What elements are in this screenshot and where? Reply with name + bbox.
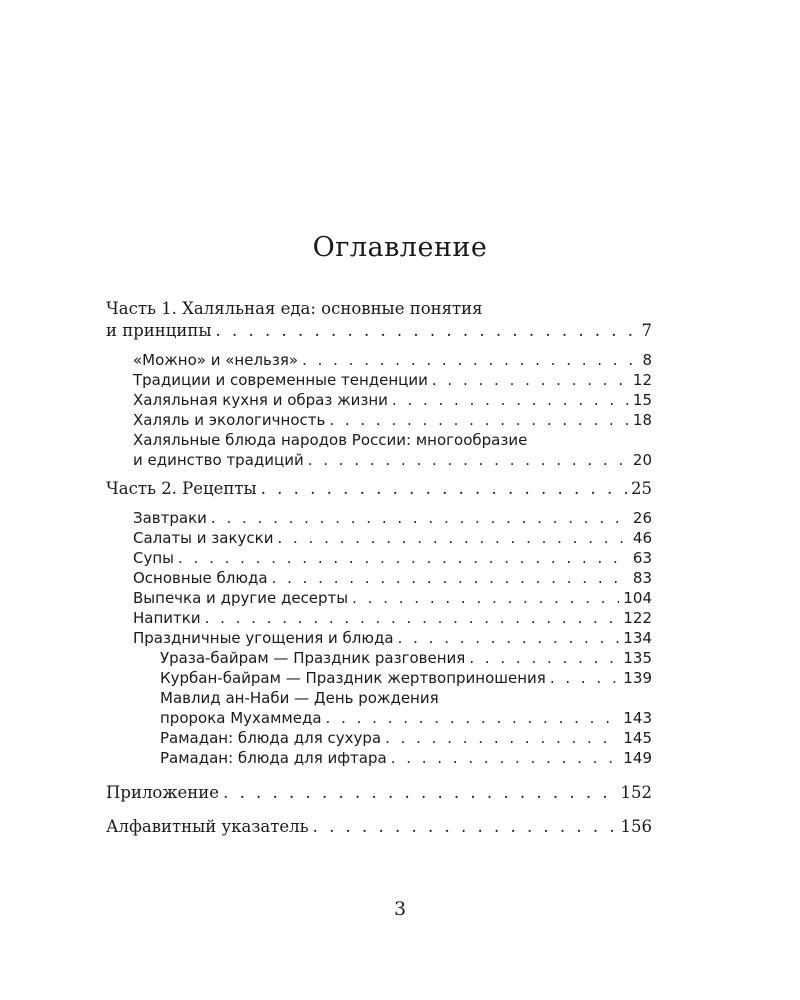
toc-entry[interactable] [106, 350, 652, 370]
toc-page-number: 156 [620, 817, 652, 836]
toc-entry-title: Ураза-байрам — Праздник разговения [160, 649, 466, 667]
toc-part2-title: Часть 2. Рецепты [106, 479, 257, 498]
toc-entry-cont[interactable] [106, 450, 652, 470]
toc-entry-title: Салаты и закуски [133, 529, 274, 547]
toc-subentry[interactable] [106, 668, 652, 688]
toc-entry-title: «Можно» и «нельзя» [133, 351, 299, 369]
page-title: Оглавление [312, 232, 488, 263]
toc-page-number: 18 [632, 411, 652, 429]
toc-page-number: 20 [632, 451, 652, 469]
toc-entry[interactable] [106, 410, 652, 430]
dot-leader [261, 478, 627, 500]
toc-entry[interactable] [106, 370, 652, 390]
dot-leader [211, 508, 629, 528]
toc-entry-title-line1: Мавлид ан-Наби — День рождения [160, 689, 439, 707]
toc-page-number: 83 [632, 569, 652, 587]
toc-page-number: 7 [641, 321, 652, 340]
toc-page-number: 122 [623, 609, 652, 627]
toc-entry-title-line1: Халяльные блюда народов России: многообразие [133, 431, 528, 449]
dot-leader [313, 816, 617, 838]
toc-page-number: 15 [632, 391, 652, 409]
toc-entry[interactable] [106, 568, 652, 588]
toc-part2-heading[interactable] [106, 478, 652, 500]
toc-part1-heading[interactable] [106, 298, 652, 320]
dot-leader [216, 320, 638, 342]
toc-entry-title: Завтраки [133, 509, 207, 527]
toc-page-number: 149 [623, 749, 652, 767]
dot-leader [432, 370, 629, 390]
toc-appendix-title: Приложение [106, 783, 220, 802]
toc-entry[interactable] [106, 548, 652, 568]
dot-leader [277, 528, 628, 548]
toc-entry[interactable] [106, 430, 652, 450]
dot-leader [385, 728, 619, 748]
toc-entry-title: Курбан-байрам — Праздник жертвоприношения [160, 669, 546, 687]
toc-entry-title: Супы [133, 549, 175, 567]
dot-leader [352, 588, 619, 608]
toc-subentry-cont[interactable] [106, 708, 652, 728]
toc-subentry[interactable] [106, 728, 652, 748]
toc-entry-title: Рамадан: блюда для ифтара [160, 749, 387, 767]
toc-entry[interactable] [106, 390, 652, 410]
toc-page-number: 139 [623, 669, 652, 687]
toc-page-number: 12 [632, 371, 652, 389]
dot-leader [302, 350, 638, 370]
dot-leader [550, 668, 620, 688]
toc-part1-title-line2: и принципы [106, 321, 212, 340]
dot-leader [308, 450, 629, 470]
toc-entry-title: Основные блюда [133, 569, 268, 587]
toc-entry[interactable] [106, 608, 652, 628]
dot-leader [392, 390, 629, 410]
toc-entry-title: Праздничные угощения и блюда [133, 629, 394, 647]
toc-index[interactable] [106, 816, 652, 838]
toc-entry-title: Халяль и экологичность [133, 411, 326, 429]
toc-entry-title: Рамадан: блюда для сухура [160, 729, 382, 747]
toc-entry-title-line2: пророка Мухаммеда [160, 709, 322, 727]
toc-page-number: 145 [623, 729, 652, 747]
toc-entry[interactable] [106, 588, 652, 608]
toc-page-number: 135 [623, 649, 652, 667]
dot-leader [391, 748, 620, 768]
dot-leader [469, 648, 619, 668]
page-number: 3 [393, 898, 407, 920]
toc-page-number: 143 [623, 709, 652, 727]
dot-leader [326, 708, 620, 728]
toc-subentry[interactable] [106, 688, 652, 708]
toc-page-number: 26 [632, 509, 652, 527]
toc-entry-title: Напитки [133, 609, 201, 627]
toc-entry[interactable] [106, 628, 652, 648]
toc-page-number: 152 [620, 783, 652, 802]
toc-entry[interactable] [106, 528, 652, 548]
dot-leader [223, 782, 616, 804]
dot-leader [272, 568, 629, 588]
toc-part1-title-line1: Часть 1. Халяльная еда: основные понятия [106, 299, 483, 318]
toc-subentry[interactable] [106, 648, 652, 668]
toc-entry-title: Традиции и современные тенденции [133, 371, 428, 389]
dot-leader [398, 628, 620, 648]
toc-entry-title: Выпечка и другие десерты [133, 589, 349, 607]
toc-index-title: Алфавитный указатель [106, 817, 309, 836]
toc-page-number: 104 [623, 589, 652, 607]
dot-leader [178, 548, 629, 568]
toc-page-number: 25 [631, 479, 652, 498]
toc-appendix[interactable] [106, 782, 652, 804]
toc-entry[interactable] [106, 508, 652, 528]
toc-page-number: 134 [623, 629, 652, 647]
toc-subentry[interactable] [106, 748, 652, 768]
dot-leader [329, 410, 629, 430]
toc-entry-title-line2: и единство традиций [133, 451, 304, 469]
toc-page-number: 46 [632, 529, 652, 547]
toc-page-number: 63 [632, 549, 652, 567]
toc-part1-heading-cont[interactable] [106, 320, 652, 342]
table-of-contents [106, 298, 652, 838]
toc-page-number: 8 [642, 351, 652, 369]
dot-leader [205, 608, 620, 628]
toc-entry-title: Халяльная кухня и образ жизни [133, 391, 388, 409]
